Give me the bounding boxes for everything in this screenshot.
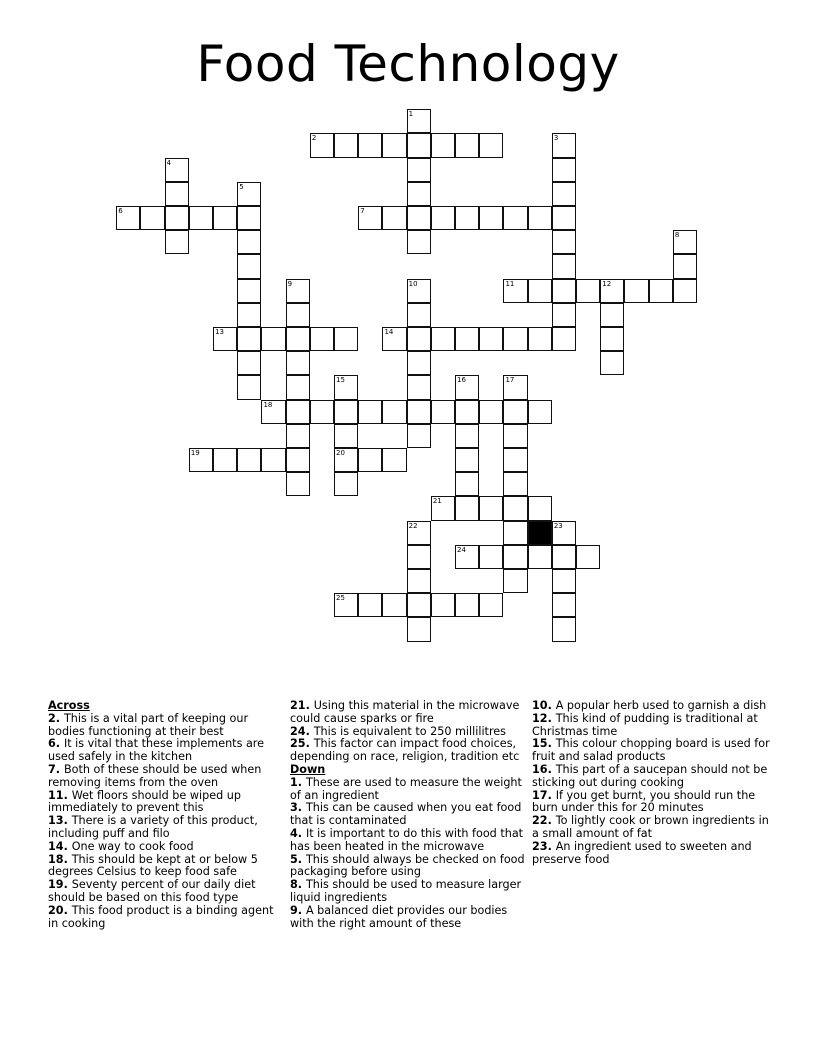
grid-cell[interactable]	[528, 400, 552, 424]
grid-cell[interactable]	[600, 279, 624, 303]
grid-cell[interactable]	[213, 327, 237, 351]
grid-cell[interactable]	[576, 545, 600, 569]
crossword-grid	[117, 110, 717, 650]
across-heading: Across	[48, 699, 90, 712]
clue-number-label: 21.	[290, 699, 314, 712]
down-clue: 15. This colour chopping board is used for fruit and salad products	[532, 737, 770, 764]
grid-cell[interactable]	[407, 521, 431, 545]
clue-number: 13	[215, 328, 224, 337]
grid-cell[interactable]	[407, 230, 431, 254]
clue-number: 16	[457, 376, 466, 385]
grid-cell[interactable]	[286, 351, 310, 375]
grid-cell[interactable]	[503, 375, 527, 399]
across-clue: 11. Wet floors should be wiped up immediately to prevent this	[48, 788, 241, 815]
grid-cell[interactable]	[503, 496, 527, 520]
grid-cell[interactable]	[407, 375, 431, 399]
grid-cell[interactable]	[334, 424, 358, 448]
grid-cell[interactable]	[286, 448, 310, 472]
grid-cell[interactable]	[382, 448, 406, 472]
clue-number: 21	[432, 497, 442, 506]
grid-cell[interactable]	[237, 230, 261, 254]
clue-number: 24	[457, 545, 466, 554]
grid-cell[interactable]	[407, 109, 431, 133]
grid-cell[interactable]	[528, 496, 552, 520]
grid-cell[interactable]	[237, 303, 261, 327]
clue-number-label: 13.	[48, 814, 72, 828]
clue-number-label: 7.	[48, 762, 64, 776]
grid-cell[interactable]	[382, 327, 406, 351]
across-clue-list	[48, 713, 286, 931]
grid-cell[interactable]	[213, 448, 237, 472]
across-clue-list-continued	[290, 700, 528, 764]
grid-cell[interactable]	[165, 206, 189, 230]
across-clue: 25. This factor can impact food choices, depending on race, religion, tradition etc	[290, 737, 520, 764]
grid-cell[interactable]	[358, 400, 382, 424]
grid-cell[interactable]	[407, 327, 431, 351]
down-clue: 12. This kind of pudding is traditional at Christmas time	[532, 711, 758, 738]
grid-cell[interactable]	[552, 593, 576, 617]
grid-cell[interactable]	[407, 158, 431, 182]
grid-cell[interactable]	[286, 375, 310, 399]
grid-cell[interactable]	[528, 545, 552, 569]
grid-cell[interactable]	[552, 182, 576, 206]
grid-cell[interactable]	[552, 303, 576, 327]
clue-number: 9	[287, 279, 293, 288]
grid-cell[interactable]	[407, 351, 431, 375]
clue-number: 5	[239, 182, 244, 191]
grid-cell[interactable]	[455, 133, 479, 157]
clue-number: 11	[505, 279, 515, 288]
across-clue: 14. One way to cook food	[48, 839, 194, 853]
grid-cell[interactable]	[479, 593, 503, 617]
clue-number-label: 24.	[290, 724, 314, 738]
grid-cell[interactable]	[503, 448, 527, 472]
grid-cell[interactable]	[407, 279, 431, 303]
grid-cell[interactable]	[479, 327, 503, 351]
clue-number: 12	[602, 279, 612, 288]
grid-cell[interactable]	[479, 206, 503, 230]
grid-cell[interactable]	[503, 424, 527, 448]
grid-cell[interactable]	[334, 593, 358, 617]
grid-cell[interactable]	[503, 206, 527, 230]
clue-number-label: 3.	[290, 801, 306, 815]
down-clue: 8. This should be used to measure larger liquid ingredients	[290, 878, 522, 904]
grid-cell[interactable]	[407, 593, 431, 617]
page-title: Food Technology	[196, 35, 620, 93]
grid-cell[interactable]	[552, 133, 576, 157]
grid-cell[interactable]	[407, 617, 431, 641]
grid-cell[interactable]	[237, 351, 261, 375]
down-heading: Down	[290, 762, 326, 776]
grid-cell[interactable]	[503, 279, 527, 303]
clue-number-label: 23.	[532, 839, 556, 853]
grid-cell[interactable]	[552, 206, 576, 230]
clue-number-label: 18.	[48, 852, 72, 866]
grid-cell[interactable]	[407, 206, 431, 230]
down-clue: 4. It is important to do this with food that has been heated in the microwave	[290, 826, 524, 853]
grid-cell[interactable]	[382, 133, 406, 157]
grid-cell[interactable]	[455, 206, 479, 230]
grid-cell[interactable]	[165, 230, 189, 254]
down-clue: 1. These are used to measure the weight of an ingredient	[290, 775, 522, 802]
grid-cell[interactable]	[407, 545, 431, 569]
grid-cell[interactable]	[673, 254, 697, 278]
grid-cell[interactable]	[673, 279, 697, 303]
clue-number: 20	[336, 449, 345, 458]
clue-number: 4	[166, 158, 172, 167]
across-clue: 18. This should be kept at or below 5 degrees Celsius to keep food safe	[48, 852, 258, 879]
grid-cell[interactable]	[310, 400, 334, 424]
grid-cell[interactable]	[673, 230, 697, 254]
grid-cell[interactable]	[503, 521, 527, 545]
grid-cell[interactable]	[165, 158, 189, 182]
clue-number-label: 4.	[290, 826, 306, 840]
grid-cell[interactable]	[237, 206, 261, 230]
grid-cell[interactable]	[600, 351, 624, 375]
grid-cell[interactable]	[116, 206, 140, 230]
clue-number-label: 11.	[48, 788, 72, 802]
grid-cell[interactable]	[479, 545, 503, 569]
grid-cell[interactable]	[431, 327, 455, 351]
grid-cell[interactable]	[286, 279, 310, 303]
grid-cell[interactable]	[382, 593, 406, 617]
clue-number-label: 6.	[48, 737, 64, 751]
across-clue: 21. Using this material in the microwave could cause sparks or fire	[290, 699, 520, 725]
across-clue: 6. It is vital that these implements are used safely in the kitchen	[48, 737, 265, 764]
clue-number-label: 22.	[532, 814, 556, 828]
grid-cell[interactable]	[407, 133, 431, 157]
grid-cell[interactable]	[261, 400, 285, 424]
grid-cell[interactable]	[213, 206, 237, 230]
grid-cell[interactable]	[334, 448, 358, 472]
down-clue: 9. A balanced diet provides our bodies with the right amount of these	[290, 903, 508, 930]
clue-number-label: 20.	[48, 903, 72, 917]
grid-cell[interactable]	[455, 472, 479, 496]
grid-cell[interactable]	[310, 327, 334, 351]
grid-cell[interactable]	[261, 327, 285, 351]
across-clue: 7. Both of these should be used when removing items from the oven	[48, 762, 262, 789]
grid-cell[interactable]	[503, 400, 527, 424]
grid-cell[interactable]	[455, 424, 479, 448]
grid-cell[interactable]	[431, 400, 455, 424]
grid-cell[interactable]	[334, 472, 358, 496]
grid-cell[interactable]	[503, 327, 527, 351]
grid-cell[interactable]	[286, 424, 310, 448]
down-clue-list-continued	[532, 700, 770, 866]
clue-number: 25	[336, 594, 345, 603]
clue-number-label: 12.	[532, 711, 556, 725]
grid-cell[interactable]	[237, 448, 261, 472]
grid-cell[interactable]	[552, 617, 576, 641]
across-clue: 20. This food product is a binding agent in cooking	[48, 903, 274, 930]
clue-number: 10	[408, 279, 418, 288]
clue-number: 6	[118, 207, 123, 216]
grid-cell[interactable]	[334, 375, 358, 399]
grid-cell[interactable]	[140, 206, 164, 230]
clue-number: 19	[190, 449, 200, 458]
across-clue: 19. Seventy percent of our daily diet should be based on this food type	[48, 878, 256, 904]
clue-number-label: 15.	[532, 737, 556, 751]
grid-cell[interactable]	[528, 206, 552, 230]
across-clue: 13. There is a variety of this product, including puff and filo	[48, 814, 258, 840]
grid-cell[interactable]	[407, 182, 431, 206]
grid-cell[interactable]	[455, 448, 479, 472]
clue-number: 8	[674, 231, 680, 240]
grid-cell[interactable]	[528, 279, 552, 303]
clue-number-label: 10.	[532, 699, 556, 712]
clue-number-label: 5.	[290, 852, 306, 866]
grid-cell[interactable]	[600, 303, 624, 327]
grid-cell[interactable]	[382, 400, 406, 424]
clue-number: 22	[408, 521, 418, 530]
down-clue: 5. This should always be checked on food packaging before using	[290, 852, 525, 879]
clue-number-label: 1.	[290, 775, 306, 789]
down-clue: 22. To lightly cook or brown ingredients in a small amount of fat	[532, 814, 769, 840]
grid-cell[interactable]	[503, 472, 527, 496]
across-clue: 24. This is equivalent to 250 millilitres	[290, 724, 507, 738]
clue-number: 18	[263, 400, 273, 409]
grid-cell[interactable]	[431, 133, 455, 157]
grid-cell[interactable]	[407, 569, 431, 593]
grid-cell[interactable]	[552, 569, 576, 593]
clue-number: 23	[553, 521, 563, 530]
grid-cell[interactable]	[286, 472, 310, 496]
grid-cell[interactable]	[624, 279, 648, 303]
grid-cell[interactable]	[407, 400, 431, 424]
grid-cell[interactable]	[455, 400, 479, 424]
clue-number: 3	[553, 134, 559, 143]
clue-number: 2	[311, 134, 317, 143]
down-clue: 10. A popular herb used to garnish a dish	[532, 699, 767, 712]
grid-cell[interactable]	[552, 254, 576, 278]
grid-cell[interactable]	[237, 182, 261, 206]
grid-cell[interactable]	[189, 448, 213, 472]
grid-cell[interactable]	[358, 448, 382, 472]
grid-cell[interactable]	[237, 375, 261, 399]
grid-cell[interactable]	[552, 230, 576, 254]
grid-cell[interactable]	[382, 206, 406, 230]
clue-number: 1	[408, 110, 414, 119]
grid-cell[interactable]	[528, 327, 552, 351]
grid-cell[interactable]	[479, 496, 503, 520]
down-clue: 23. An ingredient used to sweeten and preserve food	[532, 839, 752, 866]
clue-number-label: 14.	[48, 839, 72, 853]
grid-cell[interactable]	[455, 496, 479, 520]
grid-cell[interactable]	[552, 521, 576, 545]
grid-cell[interactable]	[576, 279, 600, 303]
grid-cell[interactable]	[479, 400, 503, 424]
grid-cell[interactable]	[261, 448, 285, 472]
black-square	[528, 521, 552, 545]
grid-cell[interactable]	[552, 279, 576, 303]
clue-number-label: 8.	[290, 878, 306, 892]
grid-cell[interactable]	[431, 206, 455, 230]
grid-cell[interactable]	[165, 182, 189, 206]
grid-cell[interactable]	[237, 327, 261, 351]
grid-cell[interactable]	[237, 279, 261, 303]
clues-column-1	[48, 700, 286, 930]
grid-cell[interactable]	[334, 400, 358, 424]
clue-number-label: 25.	[290, 737, 314, 751]
clues-column-3	[532, 700, 770, 866]
clue-number-label: 9.	[290, 903, 306, 917]
grid-cell[interactable]	[334, 133, 358, 157]
grid-cell[interactable]	[503, 545, 527, 569]
grid-cell[interactable]	[310, 133, 334, 157]
grid-cell[interactable]	[237, 254, 261, 278]
down-clue: 17. If you get burnt, you should run the burn under this for 20 minutes	[532, 788, 756, 815]
grid-cell[interactable]	[503, 569, 527, 593]
grid-cell[interactable]	[455, 545, 479, 569]
grid-cell[interactable]	[552, 327, 576, 351]
grid-cell[interactable]	[334, 327, 358, 351]
grid-cell[interactable]	[286, 327, 310, 351]
clue-number: 15	[336, 376, 345, 385]
grid-cell[interactable]	[358, 206, 382, 230]
grid-cell[interactable]	[407, 424, 431, 448]
grid-cell[interactable]	[649, 279, 673, 303]
grid-cell[interactable]	[600, 327, 624, 351]
clue-number-label: 17.	[532, 788, 556, 802]
grid-cell[interactable]	[286, 303, 310, 327]
grid-cell[interactable]	[552, 158, 576, 182]
grid-cell[interactable]	[455, 327, 479, 351]
clue-number-label: 2.	[48, 711, 64, 725]
clue-number: 14	[384, 328, 394, 337]
clues-column-2	[290, 700, 528, 930]
grid-cell[interactable]	[455, 375, 479, 399]
across-clue: 2. This is a vital part of keeping our bodies functioning at their best	[48, 711, 249, 738]
clue-number: 17	[505, 376, 515, 385]
grid-cell[interactable]	[286, 400, 310, 424]
grid-cell[interactable]	[455, 593, 479, 617]
grid-cell[interactable]	[552, 545, 576, 569]
grid-cell[interactable]	[407, 303, 431, 327]
grid-cell[interactable]	[431, 496, 455, 520]
down-clue-list	[290, 777, 528, 931]
clue-number: 7	[360, 207, 365, 216]
grid-cell[interactable]	[431, 593, 455, 617]
grid-cell[interactable]	[358, 593, 382, 617]
clue-number-label: 19.	[48, 878, 72, 892]
grid-cell[interactable]	[189, 206, 213, 230]
clue-number-label: 16.	[532, 762, 556, 776]
grid-cell[interactable]	[479, 133, 503, 157]
grid-cell[interactable]	[358, 133, 382, 157]
down-clue: 16. This part of a saucepan should not be sticking out during cooking	[532, 762, 768, 789]
down-clue: 3. This can be caused when you eat food that is contaminated	[290, 801, 522, 828]
